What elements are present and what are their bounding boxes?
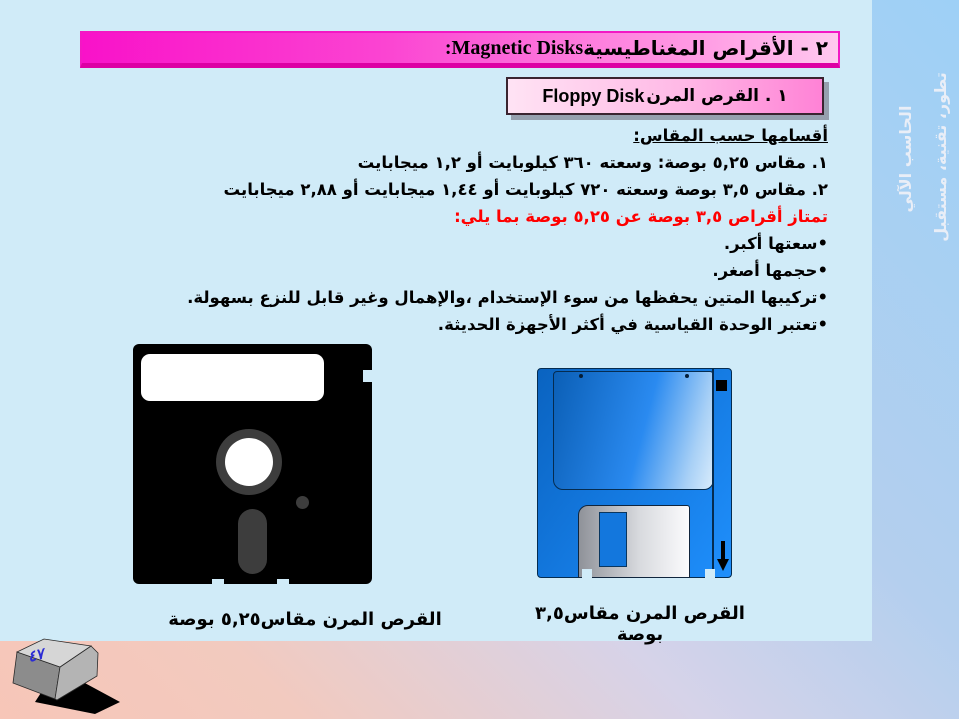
floppy-525-figure [133,344,372,584]
floppy-525-hub-hole [225,438,273,486]
content-bullet: •تركيبها المتين يحفظها من سوء الإستخدام ،والإهمال وغير قابل للنزع بسهولة. [187,288,828,307]
caption-floppy-525: القرص المرن مقاس٥,٢٥ بوصة [168,609,442,630]
content-bullet: •سعتها أكبر. [723,234,828,253]
caption-floppy-35: القرص المرن مقاس٣,٥ بوصة [535,603,745,645]
floppy-35-insert-arrow [721,541,725,561]
content-item: ٢. مقاس ٣,٥ بوصة وسعته ٧٢٠ كيلوبايت أو ١,٤٤ ميجابايت أو ٢,٨٨ ميجابايت [223,180,828,199]
content-bullet: •تعتبر الوحدة القياسية في أكثر الأجهزة الحديثة. [437,315,828,334]
floppy-35-label-area [553,371,714,490]
floppy-35-shutter-window [599,512,627,567]
content-item: ١. مقاس ٥,٢٥ بوصة: وسعته ٣٦٠ كيلوبايت أو ١,٢ ميجابايت [357,153,828,172]
page-number: ٤٧ [25,644,46,666]
floppy-35-write-protect-hole [716,380,727,391]
floppy-525-label [141,354,324,401]
content-heading: أقسامها حسب المقاس: [633,126,828,145]
page-number-keycap [5,626,125,718]
sidebar-vertical-text-outer: تطور، تقنية، مستقبل [931,72,950,242]
slide-title-english: Magnetic Disks: [444,36,584,59]
floppy-35-rivet [579,374,583,378]
floppy-35-insert-arrow-head [717,559,729,571]
floppy-525-head-slot [238,509,267,574]
floppy-35-figure [537,368,732,578]
subtitle-box [506,77,824,115]
slide-title-arabic: ٢ - الأقراص المغناطيسية [583,36,828,60]
subtitle-arabic: ١ . القرص المرن [646,86,788,106]
floppy-35-rivet [685,374,689,378]
floppy-525-bottom-notch [277,579,289,584]
floppy-35-shutter [578,505,690,578]
content-highlight: تمتاز أقراص ٣,٥ بوصة عن ٥,٢٥ بوصة بما يلي: [454,207,828,226]
floppy-525-bottom-notch [212,579,224,584]
content-bullet: •حجمها أصغر. [712,261,828,280]
content-text [28,122,828,338]
floppy-35-edge-groove [712,369,714,577]
floppy-35-bottom-notch [705,569,715,578]
sidebar-vertical-text-inner: الحاسب الآلي [896,105,915,213]
title-bar [80,31,840,68]
subtitle-english: Floppy Disk [542,85,645,106]
floppy-525-index-hole [296,496,309,509]
floppy-525-write-notch [363,370,372,382]
floppy-35-bottom-notch [582,569,592,578]
